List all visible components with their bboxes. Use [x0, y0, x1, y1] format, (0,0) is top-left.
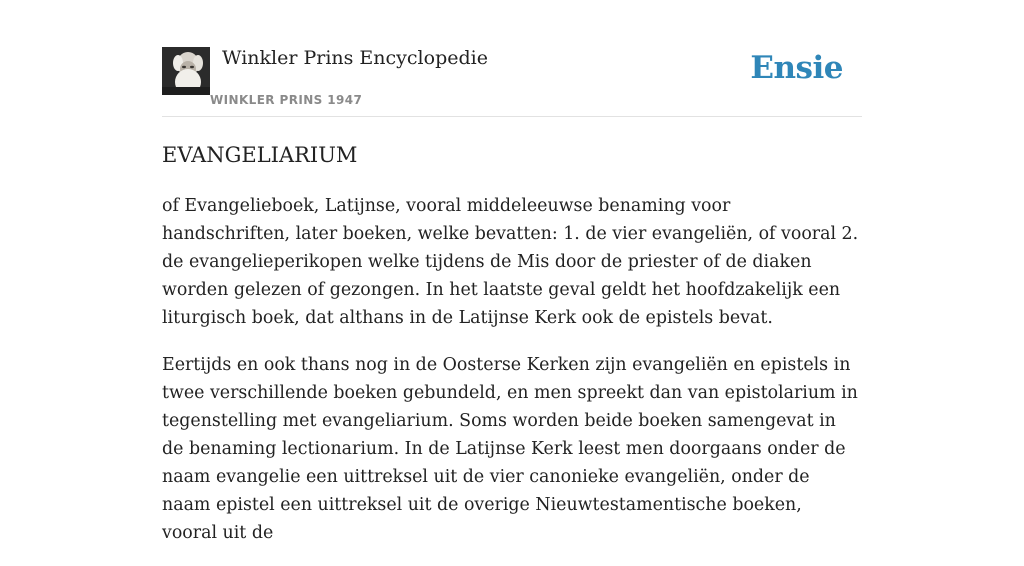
page	[162, 0, 862, 543]
paragraph: Eertijds en ook thans nog in de Oosterse Kerken zijn evangeliën en epistels in twee verschillende boeken gebundeld, en men spreekt dan van epistolarium in tegenstelling met evangeliarium. Soms worden beide boeken samengevat in de benaming lectionarium. In de Latijnse Kerk leest men doorgaans onder de naam evangelie een uittreksel uit de vier canonieke evangeliën, onder de naam epistel een uittreksel uit de overige Nieuwtestamentische boeken, vooral uit de	[162, 355, 858, 543]
paragraph: of Evangelieboek, Latijnse, vooral middeleeuwse benaming voor handschriften, later boeken, welke bevatten: 1. de vier evangeliën, of vooral 2. de evangelieperikopen welke tijdens de Mis door de priester of de diaken worden gelezen of gezongen. In het laatste geval geldt het hoofdzakelijk een liturgisch boek, dat althans in de Latijnse Kerk ook de epistels bevat.	[162, 196, 859, 328]
article-body	[162, 192, 862, 566]
article-title: EVANGELIARIUM	[162, 143, 358, 167]
ensie-logo[interactable]: Ensie	[750, 50, 843, 86]
author-avatar[interactable]	[162, 47, 210, 95]
portrait-avatar-icon	[162, 47, 210, 95]
publication-title[interactable]: Winkler Prins Encyclopedie	[222, 47, 488, 69]
edition-label[interactable]: WINKLER PRINS 1947	[210, 93, 363, 107]
site-header	[162, 46, 862, 117]
